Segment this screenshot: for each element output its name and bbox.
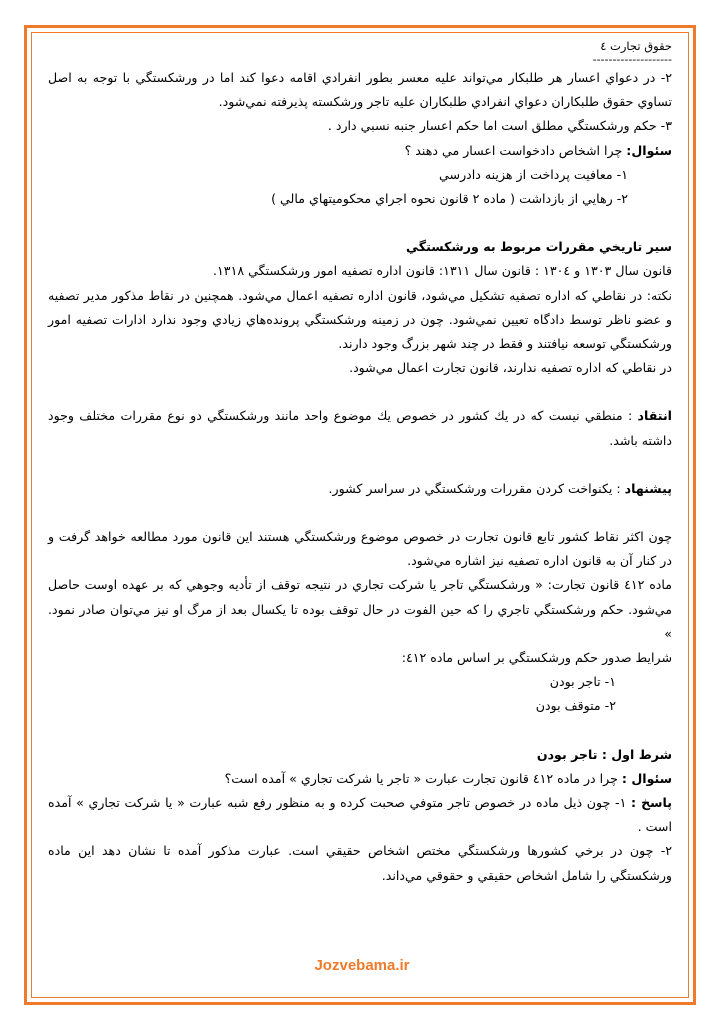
conditions-line: شرايط صدور حكم ورشكستگي بر اساس ماده ٤١٢: bbox=[401, 650, 672, 666]
document-page bbox=[48, 38, 672, 958]
first-condition-title: شرط اول : تاجر بودن bbox=[536, 746, 672, 762]
list-item: ٢- متوقف بودن bbox=[535, 698, 616, 714]
critique-label: انتقاد bbox=[637, 408, 672, 424]
list-item: ٢- رهايي از بازداشت ( ماده ٢ قانون نحوه اجراي محكوميتهاي مالي ) bbox=[271, 191, 628, 207]
list-item: ١- تاجر بودن bbox=[549, 674, 616, 690]
critique-text: : منطقي نيست كه در يك كشور در خصوص يك موضوع واحد مانند ورشكستگي دو نوع مقررات مختلف وجود داشته باشد. bbox=[48, 408, 672, 448]
answer-paragraph-2: ٢- چون در برخي كشورها ورشكستگي مختص اشخاص حقيقي است. عبارت مذكور آمده تا نشان دهد اين ماده ورشكستگي را شامل اشخاص حقيقي و حقوقي مي‌داند. bbox=[48, 843, 672, 883]
note-paragraph: نكته: در نقاطي كه اداره تصفيه تشكيل مي‌شود، قانون اداره تصفيه اعمال مي‌شود. همچنين در نقاط مذكور مدير تصفيه و عضو ناظر توسط دادگاه تعيين نمي‌شود. چون در زمينه ورشكستگي پرونده‌هاي زيادي وجود ندارد ادارات تصفيه امور ورشكستگي توسعه نيافتند و فقط در چند شهر بزرگ وجود دارند. bbox=[48, 287, 672, 352]
article-paragraph: ماده ٤١٢ قانون تجارت: « ورشكستگي تاجر يا شركت تجاري در نتيجه توقف از تأديه وجوهي كه بر عهده اوست حاصل مي‌شود. حكم ورشكستگي تاجري را كه حين الفوت در حال توقف بوده تا يكسال بعد از مرگ او نيز مي‌توان صادر نمود. » bbox=[48, 577, 673, 641]
paragraph-insolvency-claim: ٢- در دعواي اعسار هر طلبكار مي‌تواند عليه معسر بطور انفرادي اقامه دعوا كند اما در ورشكستگي با توجه به اصل تساوي حقوق طلبكاران دعواي انفرادي طلبكاران عليه تاجر ورشكسته پذيرفته نمي‌شود. bbox=[48, 70, 672, 110]
note-paragraph-2: در نقاطي كه اداره تصفيه ندارند، قانون تجارت اعمال مي‌شود. bbox=[349, 360, 672, 376]
footer-site-link[interactable]: Jozvebama.ir bbox=[314, 957, 410, 974]
proposal-paragraph bbox=[48, 477, 672, 501]
history-line: قانون سال ١٣٠٣ و ١٣٠٤ : قانون سال ١٣١١: قانون اداره تصفيه امور ورشكستگي ١٣١٨. bbox=[213, 263, 672, 279]
question-2 bbox=[48, 767, 672, 791]
list-item: ١- معافيت پرداخت از هزينه دادرسي bbox=[439, 166, 628, 182]
answer-text: ١- چون ذيل ماده در خصوص تاجر متوفي صحبت كرده و به منظور رفع شبه عبارت « يا شركت تجاري » آمده است . bbox=[48, 795, 672, 835]
question-text: چرا اشخاص دادخواست اعسار مي دهند ؟ bbox=[404, 142, 627, 158]
answer-paragraph bbox=[48, 791, 672, 839]
course-header: حقوق تجارت ٤ bbox=[600, 39, 672, 53]
proposal-label: پيشنهاد bbox=[624, 480, 672, 496]
since-paragraph: چون اكثر نقاط كشور تابع قانون تجارت در خصوص موضوع ورشكستگي هستند اين قانون مورد مطالعه خواهد گرفت و در كنار آن به قانون اداره تصفيه نيز اشاره مي‌شود. bbox=[48, 529, 672, 569]
answer-label: پاسخ : bbox=[631, 795, 672, 811]
paragraph-absolute-judgment: ٣- حكم ورشكستگي مطلق است اما حكم اعسار جنبه نسبي دارد . bbox=[327, 118, 672, 134]
question-label: سئوال : bbox=[621, 770, 672, 786]
header-rule: -------------------- bbox=[592, 53, 672, 66]
question-label: سئوال: bbox=[626, 142, 672, 158]
section-title: سير تاريخي مقررات مربوط به ورشكستگي bbox=[406, 239, 672, 255]
critique-paragraph bbox=[48, 404, 672, 452]
question-text: چرا در ماده ٤١٢ قانون تجارت عبارت « تاجر يا شركت تجاري » آمده است؟ bbox=[224, 770, 622, 786]
proposal-text: : يكنواخت كردن مقررات ورشكستگي در سراسر كشور. bbox=[328, 480, 625, 496]
question-1 bbox=[48, 139, 672, 163]
